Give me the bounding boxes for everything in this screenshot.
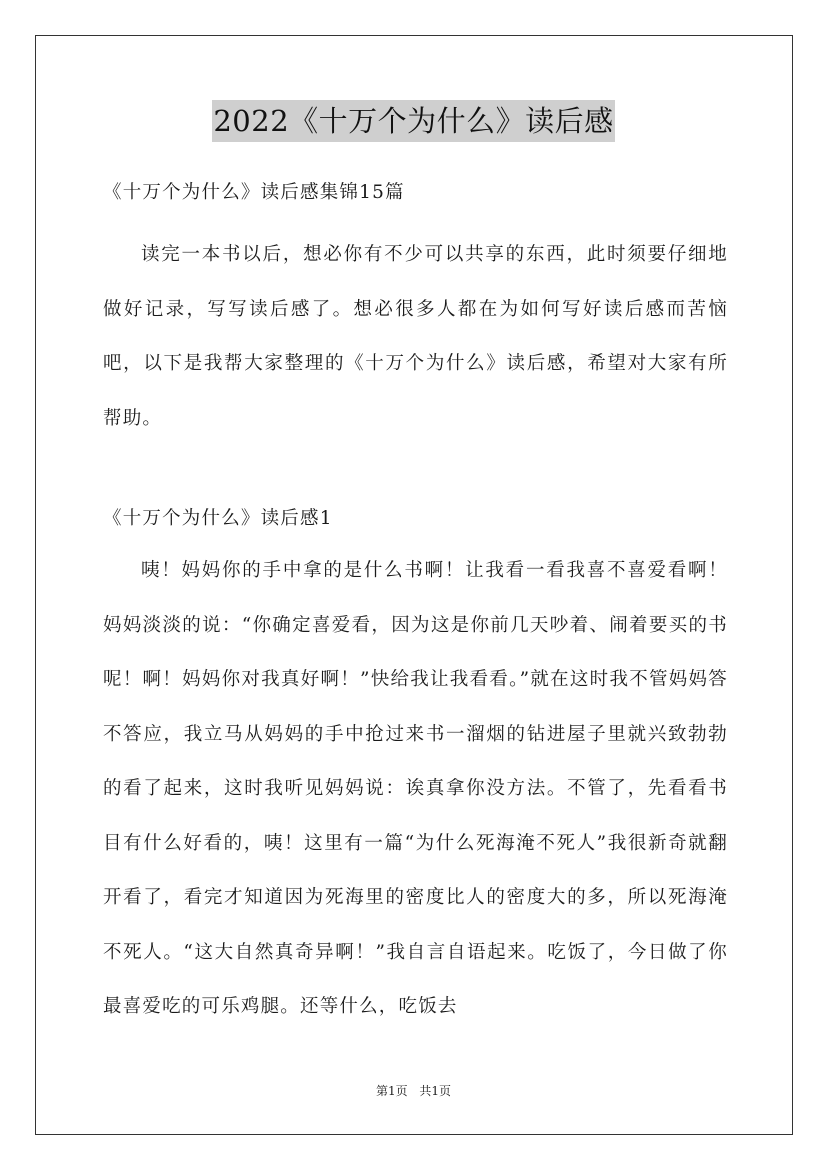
page-total: 共1页 (419, 1084, 452, 1098)
document-subtitle: 《十万个为什么》读后感集锦15篇 (103, 182, 405, 203)
intro-paragraph: 读完一本书以后，想必你有不少可以共享的东西，此时须要仔细地做好记录，写写读后感了。想必很多人都在为如何写好读后感而苦恼吧，以下是我帮大家整理的《十万个为什么》读后感，希望对大家有所帮助。 (103, 244, 728, 429)
page-footer (0, 1082, 827, 1100)
section-body-paragraph: 咦！妈妈你的手中拿的是什么书啊！让我看一看我喜不喜爱看啊！妈妈淡淡的说：“你确定喜爱看，因为这是你前几天吵着、闹着要买的书呢！啊！妈妈你对我真好啊！”快给我让我看看。”就在这时我不管妈妈答不答应，我立马从妈妈的手中抢过来书一溜烟的钻进屋子里就兴致勃勃的看了起来，这时我听见妈妈说：诶真拿你没方法。不管了，先看看书目有什么好看的，咦！这里有一篇“为什么死海淹不死人”我很新奇就翻开看了，看完才知道因为死海里的密度比人的密度大的多，所以死海淹不死人。“这大自然真奇异啊！”我自言自语起来。吃饭了，今日做了你最喜爱吃的可乐鸡腿。还等什么，吃饭去 (103, 560, 728, 1017)
section-heading: 《十万个为什么》读后感1 (103, 508, 333, 529)
page-number: 第1页 (375, 1084, 408, 1098)
title-container (0, 100, 827, 142)
document-title: 2022《十万个为什么》读后感 (212, 100, 614, 142)
